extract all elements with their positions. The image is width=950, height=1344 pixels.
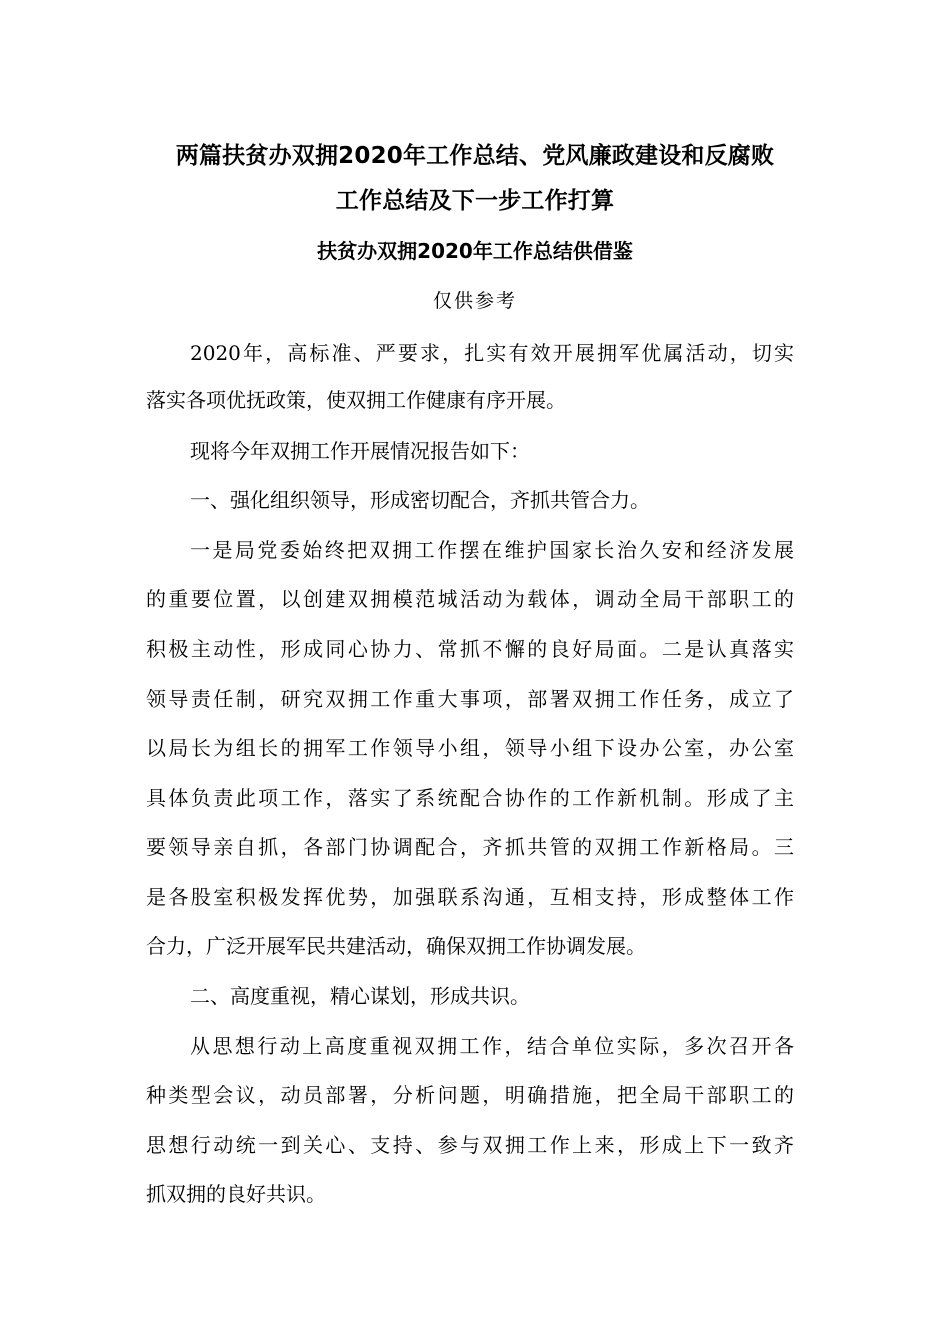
paragraph-3-line-7: 要领导亲自抓，各部门协调配合，齐抓共管的双拥工作新格局。三 xyxy=(146,835,794,859)
paragraph-3-line-1: 一是局党委始终把双拥工作摆在维护国家长治久安和经济发展 xyxy=(190,538,794,562)
paragraph-4-line-1: 从思想行动上高度重视双拥工作，结合单位实际，多次召开各 xyxy=(190,1034,794,1058)
paragraph-3-line-8: 是各股室积极发挥优势，加强联系沟通，互相支持，形成整体工作 xyxy=(146,885,794,909)
paragraph-3-line-2: 的重要位置，以创建双拥模范城活动为载体，调动全局干部职工的 xyxy=(146,587,794,611)
paragraph-3-line-4: 领导责任制，研究双拥工作重大事项，部署双拥工作任务，成立了 xyxy=(146,687,794,711)
document-title-line-1: 两篇扶贫办双拥2020年工作总结、党风廉政建设和反腐败 xyxy=(175,143,775,169)
document-subtitle: 扶贫办双拥2020年工作总结供借鉴 xyxy=(317,239,633,263)
section-heading-1: 一、强化组织领导，形成密切配合，齐抓共管合力。 xyxy=(190,488,650,512)
paragraph-4-line-4: 抓双拥的良好共识。 xyxy=(146,1182,326,1206)
paragraph-4-line-3: 思想行动统一到关心、支持、参与双拥工作上来，形成上下一致齐 xyxy=(146,1133,794,1157)
paragraph-3-line-5: 以局长为组长的拥军工作领导小组，领导小组下设办公室，办公室 xyxy=(146,736,794,760)
paragraph-3-line-6: 具体负责此项工作，落实了系统配合协作的工作新机制。形成了主 xyxy=(146,786,794,810)
paragraph-4-line-2: 种类型会议，动员部署，分析问题，明确措施，把全局干部职工的 xyxy=(146,1083,794,1107)
paragraph-1-line-1: 2020年，高标准、严要求，扎实有效开展拥军优属活动，切实 xyxy=(190,341,794,365)
paragraph-2-line-1: 现将今年双拥工作开展情况报告如下： xyxy=(190,439,530,463)
paragraph-3-line-3: 积极主动性，形成同心协力、常抓不懈的良好局面。二是认真落实 xyxy=(146,637,794,661)
paragraph-3-line-9: 合力，广泛开展军民共建活动，确保双拥工作协调发展。 xyxy=(146,934,646,958)
section-heading-2: 二、高度重视，精心谋划，形成共识。 xyxy=(190,984,530,1008)
document-title-line-2: 工作总结及下一步工作打算 xyxy=(335,188,615,214)
paragraph-1-line-2: 落实各项优抚政策，使双拥工作健康有序开展。 xyxy=(146,388,566,412)
reference-note: 仅供参考 xyxy=(432,290,517,312)
